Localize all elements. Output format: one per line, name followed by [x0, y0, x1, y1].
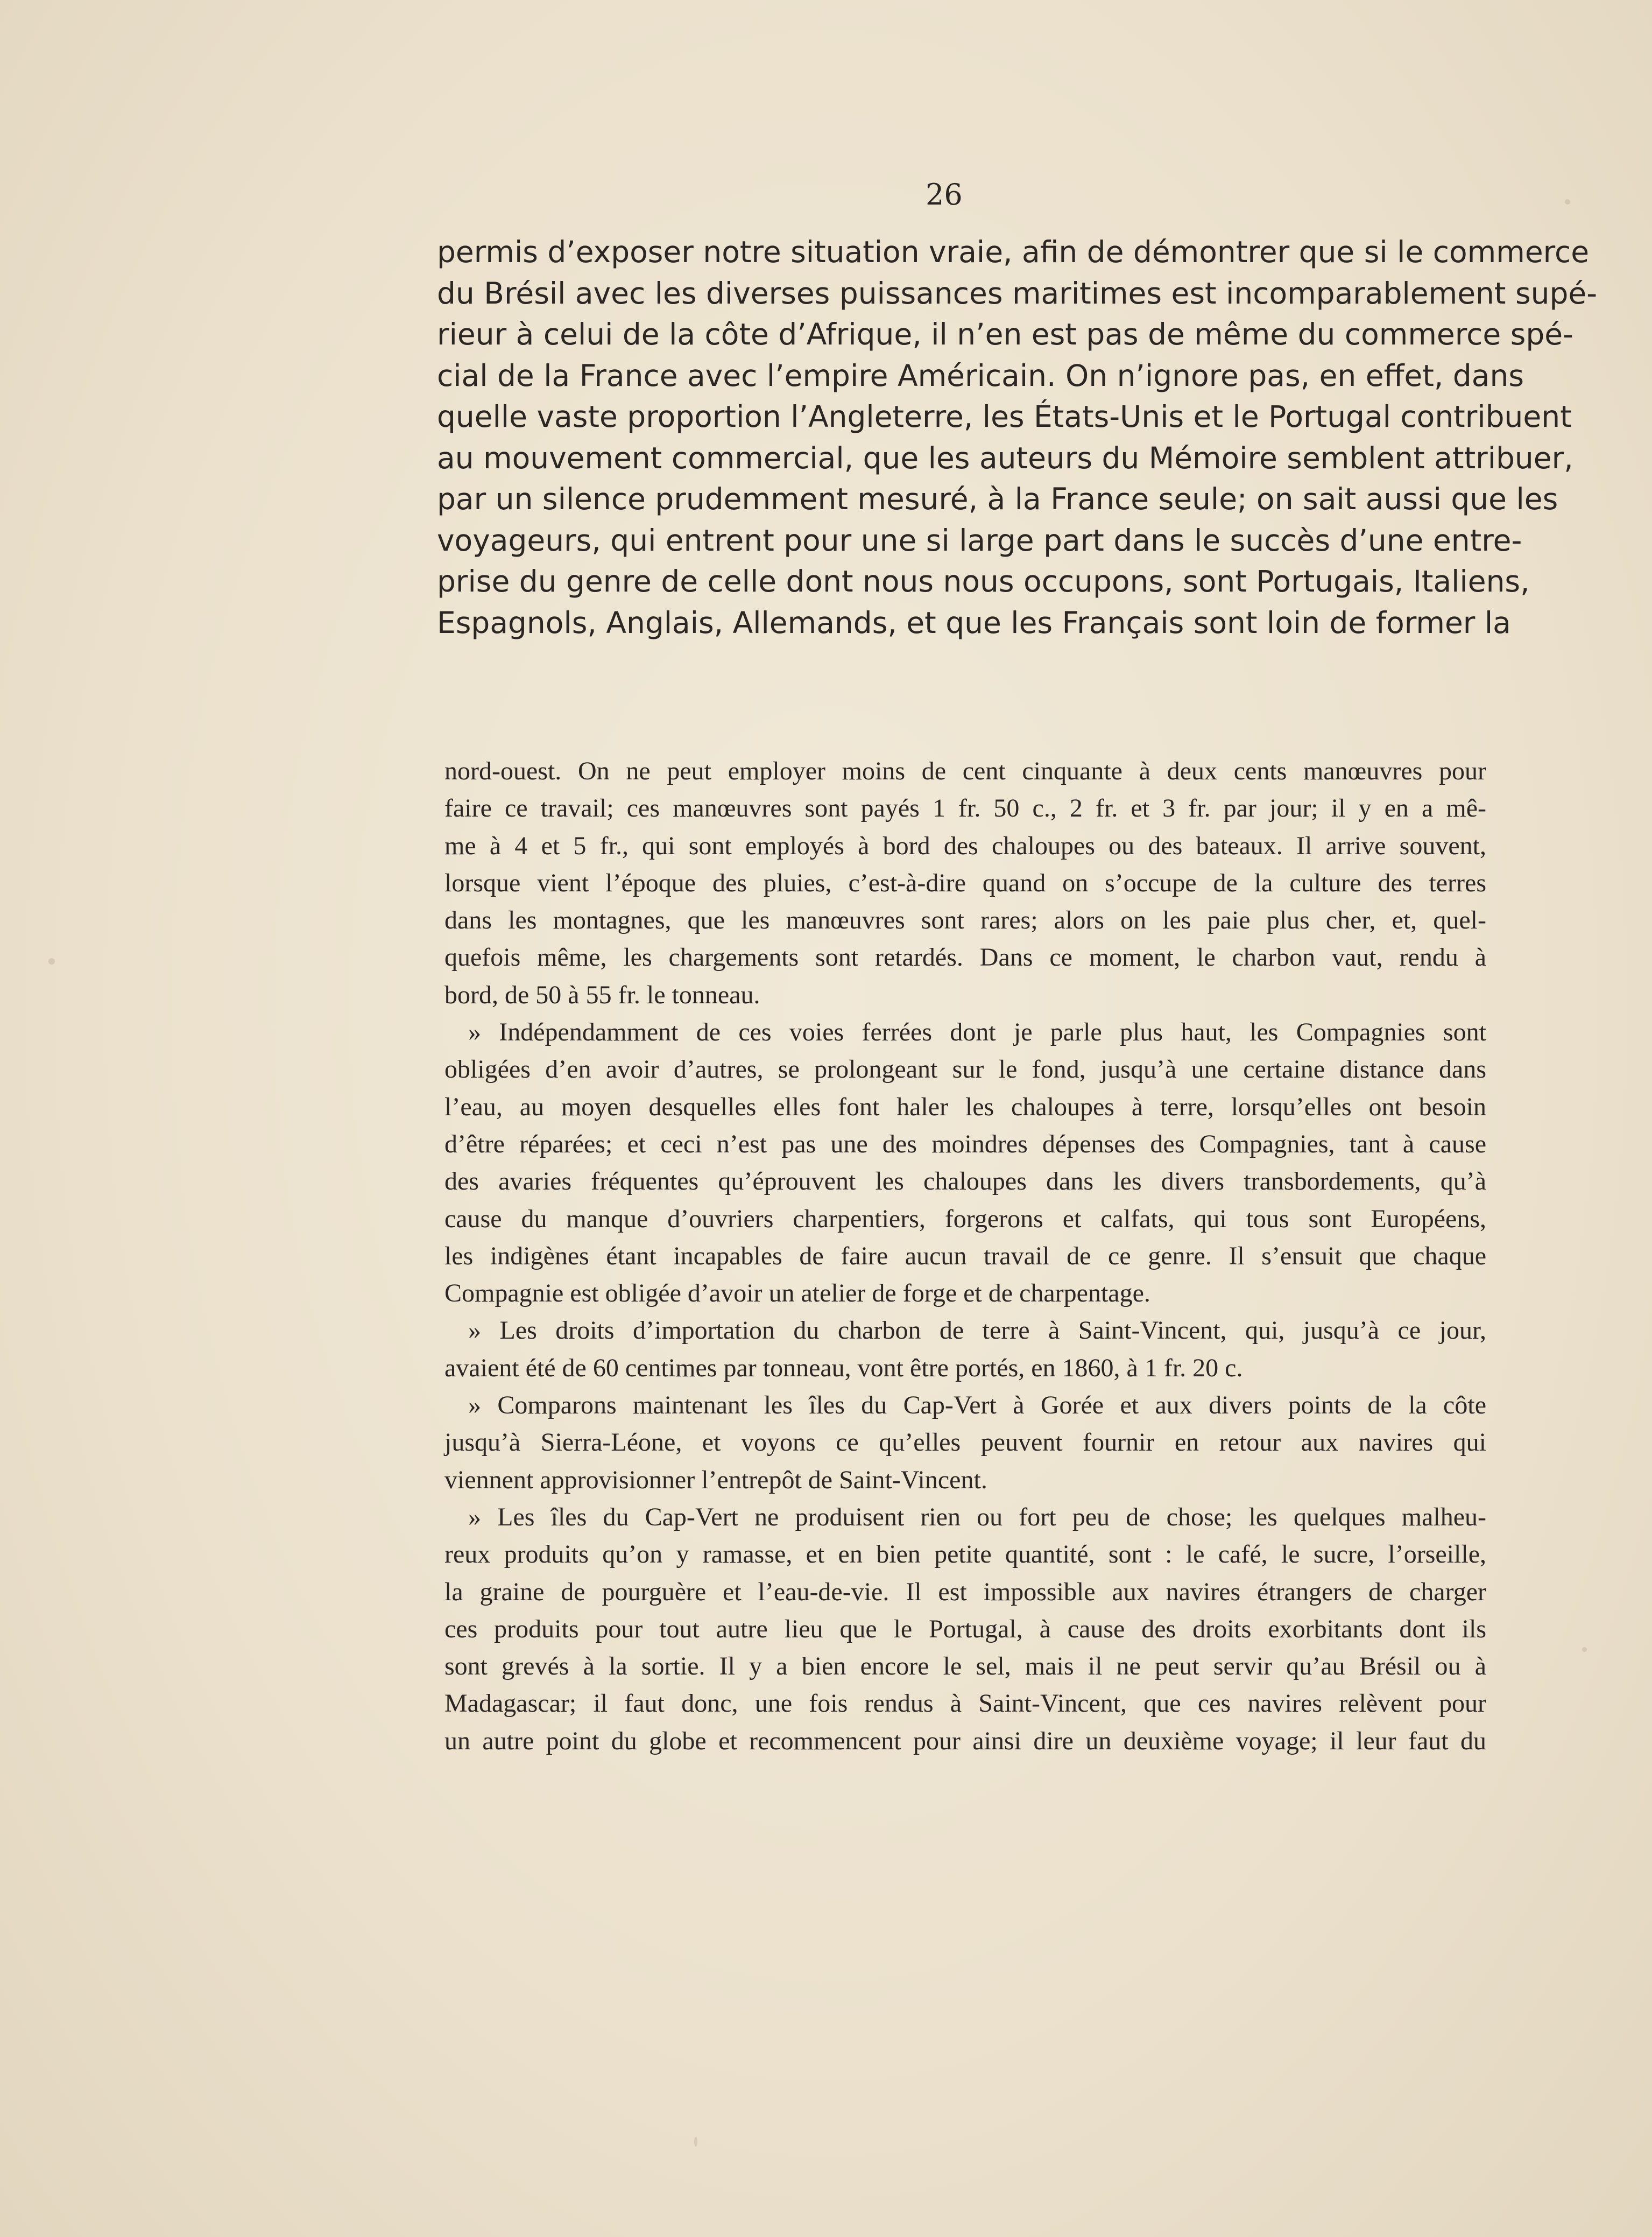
footnote-line: me à 4 et 5 fr., qui sont employés à bord des chaloupes ou des bateaux. Il arrive souvent,	[444, 831, 1486, 860]
paper-spot	[1582, 1647, 1587, 1652]
body-line: par un silence prudemment mesuré, à la France seule; on sait aussi que les	[437, 482, 1558, 516]
footnote-line: reux produits qu’on y ramasse, et en bien petite quantité, sont : le café, le sucre, l’orseille,	[444, 1540, 1486, 1569]
footnote-line: » Comparons maintenant les îles du Cap-Vert à Gorée et aux divers points de la côte	[468, 1391, 1486, 1420]
footnote-line: un autre point du globe et recommencent pour ainsi dire un deuxième voyage; il leur faut du	[444, 1726, 1486, 1755]
footnote-line: obligées d’en avoir d’autres, se prolongeant sur le fond, jusqu’à une certaine distance dans	[444, 1055, 1486, 1084]
footnote-line: cause du manque d’ouvriers charpentiers, forgerons et calfats, qui tous sont Européens,	[444, 1204, 1486, 1233]
footnote-line: faire ce travail; ces manœuvres sont payés 1 fr. 50 c., 2 fr. et 3 fr. par jour; il y en a mê-	[444, 794, 1486, 823]
body-line: rieur à celui de la côte d’Afrique, il n’en est pas de même du commerce spé-	[437, 317, 1573, 351]
body-line: du Brésil avec les diverses puissances maritimes est incomparablement supé-	[437, 276, 1598, 311]
body-line: cial de la France avec l’empire Américain. On n’ignore pas, en effet, dans	[437, 358, 1524, 393]
footnote-line: » Les îles du Cap-Vert ne produisent rien ou fort peu de chose; les quelques malheu-	[468, 1502, 1486, 1531]
main-body-text	[437, 231, 1598, 643]
footnote-line: ces produits pour tout autre lieu que le Portugal, à cause des droits exorbitants dont ils	[444, 1614, 1486, 1643]
footnote-line: les indigènes étant incapables de faire aucun travail de ce genre. Il s’ensuit que chaque	[444, 1241, 1486, 1270]
footnote-line: bord, de 50 à 55 fr. le tonneau.	[444, 980, 760, 1009]
footnote-line: des avaries fréquentes qu’éprouvent les chaloupes dans les divers transbordements, qu’à	[444, 1167, 1486, 1196]
page-number: 26	[926, 178, 963, 212]
footnote-line: » Indépendamment de ces voies ferrées dont je parle plus haut, les Compagnies sont	[468, 1018, 1486, 1047]
body-line: au mouvement commercial, que les auteurs du Mémoire semblent attribuer,	[437, 440, 1573, 475]
footnote-line: quefois même, les chargements sont retardés. Dans ce moment, le charbon vaut, rendu à	[444, 943, 1486, 972]
footnote-line: dans les montagnes, que les manœuvres sont rares; alors on les paie plus cher, et, quel-	[444, 906, 1486, 935]
paper-spot	[1565, 199, 1570, 205]
footnote-line: l’eau, au moyen desquelles elles font haler les chaloupes à terre, lorsqu’elles ont besoin	[444, 1092, 1486, 1121]
footnote-line: avaient été de 60 centimes par tonneau, vont être portés, en 1860, à 1 fr. 20 c.	[444, 1353, 1243, 1382]
body-line: voyageurs, qui entrent pour une si large part dans le succès d’une entre-	[437, 523, 1522, 558]
footnote-line: viennent approvisionner l’entrepôt de Saint-Vincent.	[444, 1465, 987, 1494]
footnote-text	[444, 752, 1486, 1760]
footnote-line: nord-ouest. On ne peut employer moins de cent cinquante à deux cents manœuvres pour	[444, 757, 1486, 785]
body-line: prise du genre de celle dont nous nous occupons, sont Portugais, Italiens,	[437, 564, 1530, 599]
footnote-line: la graine de pourguère et l’eau-de-vie. Il est impossible aux navires étrangers de charger	[444, 1577, 1486, 1606]
body-line: Espagnols, Anglais, Allemands, et que les Français sont loin de former la	[437, 605, 1511, 640]
paper-spot	[694, 2137, 697, 2147]
footnote-line: sont grevés à la sortie. Il y a bien encore le sel, mais il ne peut servir qu’au Brésil ou à	[444, 1652, 1486, 1681]
footnote-line: lorsque vient l’époque des pluies, c’est-à-dire quand on s’occupe de la culture des terres	[444, 868, 1486, 897]
footnote-line: Madagascar; il faut donc, une fois rendus à Saint-Vincent, que ces navires relèvent pour	[444, 1689, 1486, 1718]
footnote-line: » Les droits d’importation du charbon de terre à Saint-Vincent, qui, jusqu’à ce jour,	[468, 1316, 1486, 1345]
footnote-line: d’être réparées; et ceci n’est pas une des moindres dépenses des Compagnies, tant à cause	[444, 1129, 1486, 1158]
footnote-line: jusqu’à Sierra-Léone, et voyons ce qu’elles peuvent fournir en retour aux navires qui	[444, 1428, 1486, 1457]
footnote-line: Compagnie est obligée d’avoir un atelier de forge et de charpentage.	[444, 1279, 1150, 1308]
body-line: quelle vaste proportion l’Angleterre, les États-Unis et le Portugal contribuent	[437, 399, 1572, 434]
body-line: permis d’exposer notre situation vraie, afin de démontrer que si le commerce	[437, 235, 1590, 269]
paper-spot	[48, 958, 55, 965]
